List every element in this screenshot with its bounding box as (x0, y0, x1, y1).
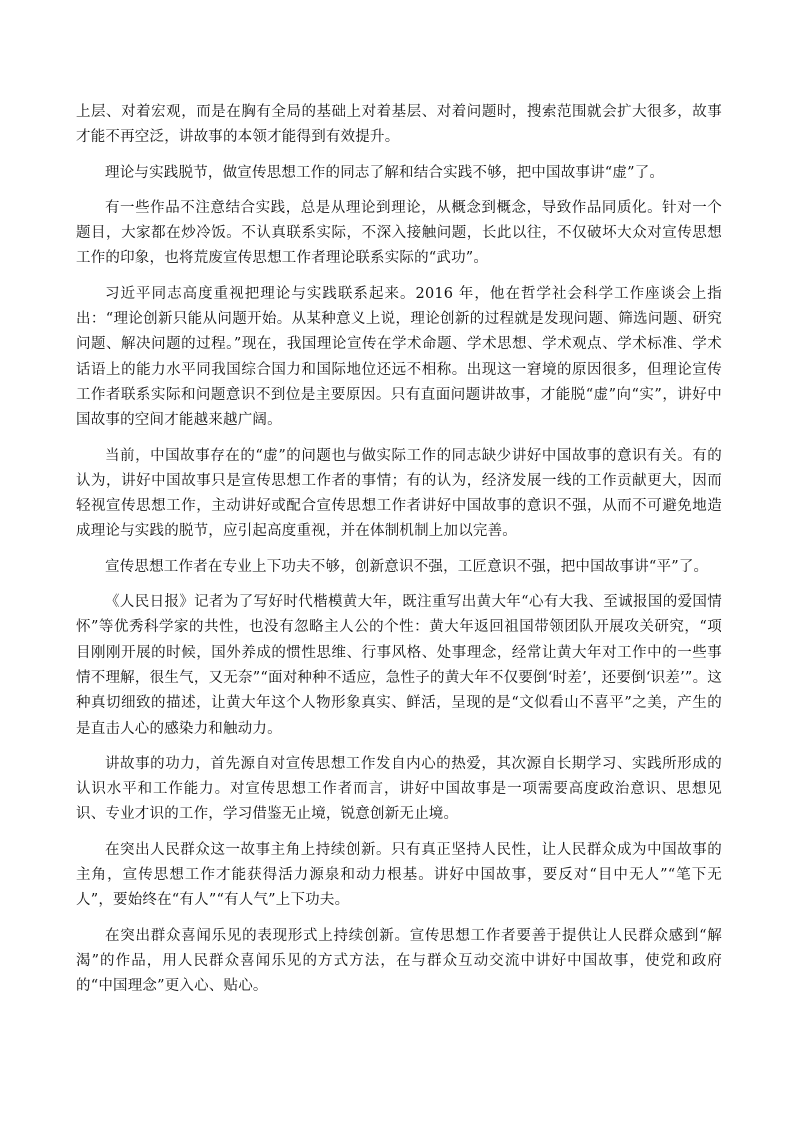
paragraph-7: 《人民日报》记者为了写好时代楷模黄大年，既注重写出黄大年“心有大我、至诚报国的爱国情怀”等优秀科学家的共性，也没有忽略主人公的个性：黄大年返回祖国带领团队开展攻关研究，“项目刚刚开展的时候，国外养成的惯性思维、行事风格、处事理念，经常让黄大年对工作中的一些事情不理解，很生气，又无奈”“面对种种不适应，急性子的黄大年不仅要倒‘时差’，还要倒‘识差’”。这种真切细致的描述，让黄大年这个人物形象真实、鲜活，呈现的是“文似看山不喜平”之美，产生的是直击人心的感染力和触动力。 (76, 594, 722, 737)
paragraph-4: 习近平同志高度重视把理论与实践联系起来。2016 年，他在哲学社会科学工作座谈会上指出：“理论创新只能从问题开始。从某种意义上说，理论创新的过程就是发现问题、筛选问题、研究问题、解决问题的过程。”现在，我国理论宣传在学术命题、学术思想、学术观点、学术标准、学术话语上的能力水平同我国综合国力和国际地位还远不相称。出现这一窘境的原因很多，但理论宣传工作者联系实际和问题意识不到位是主要原因。只有直面问题讲故事，才能脱“虚”向“实”，讲好中国故事的空间才能越来越广阔。 (76, 285, 722, 429)
document-body (76, 100, 722, 1010)
paragraph-3: 有一些作品不注意结合实践，总是从理论到理论，从概念到概念，导致作品同质化。针对一个题目，大家都在炒冷饭。不认真联系实际，不深入接触问题，长此以往，不仅破坏大众对宣传思想工作的印象，也将荒废宣传思想工作者理论联系实际的“武功”。 (76, 199, 722, 267)
paragraph-6: 宣传思想工作者在专业上下功夫不够，创新意识不强，工匠意识不强，把中国故事讲“平”了。 (105, 558, 709, 575)
paragraph-8: 讲故事的功力，首先源自对宣传思想工作发自内心的热爱，其次源自长期学习、实践所形成的认识水平和工作能力。对宣传思想工作者而言，讲好中国故事是一项需要高度政治意识、思想见识、专业才识的工作，学习借鉴无止境，锐意创新无止境。 (76, 755, 722, 823)
paragraph-1: 上层、对着宏观，而是在胸有全局的基础上对着基层、对着问题时，搜索范围就会扩大很多，故事才能不再空泛，讲故事的本领才能得到有效提升。 (76, 104, 722, 146)
paragraph-9: 在突出人民群众这一故事主角上持续创新。只有真正坚持人民性，让人民群众成为中国故事的主角，宣传思想工作才能获得活力源泉和动力根基。讲好中国故事，要反对“目中无人”“笔下无人”，要始终在“有人”“有人气”上下功夫。 (76, 841, 722, 909)
paragraph-5: 当前，中国故事存在的“虚”的问题也与做实际工作的同志缺少讲好中国故事的意识有关。有的认为，讲好中国故事只是宣传思想工作者的事情；有的认为，经济发展一线的工作贡献更大，因而轻视宣传思想工作，主动讲好或配合宣传思想工作者讲好中国故事的意识不强，从而不可避免地造成理论与实践的脱节，应引起高度重视，并在体制机制上加以完善。 (76, 447, 722, 540)
paragraph-10: 在突出群众喜闻乐见的表现形式上持续创新。宣传思想工作者要善于提供让人民群众感到“解渴”的作品，用人民群众喜闻乐见的方式方法，在与群众互动交流中讲好中国故事，使党和政府的“中国理念”更入心、贴心。 (76, 927, 722, 995)
paragraph-2: 理论与实践脱节，做宣传思想工作的同志了解和结合实践不够，把中国故事讲“虚”了。 (105, 164, 665, 181)
